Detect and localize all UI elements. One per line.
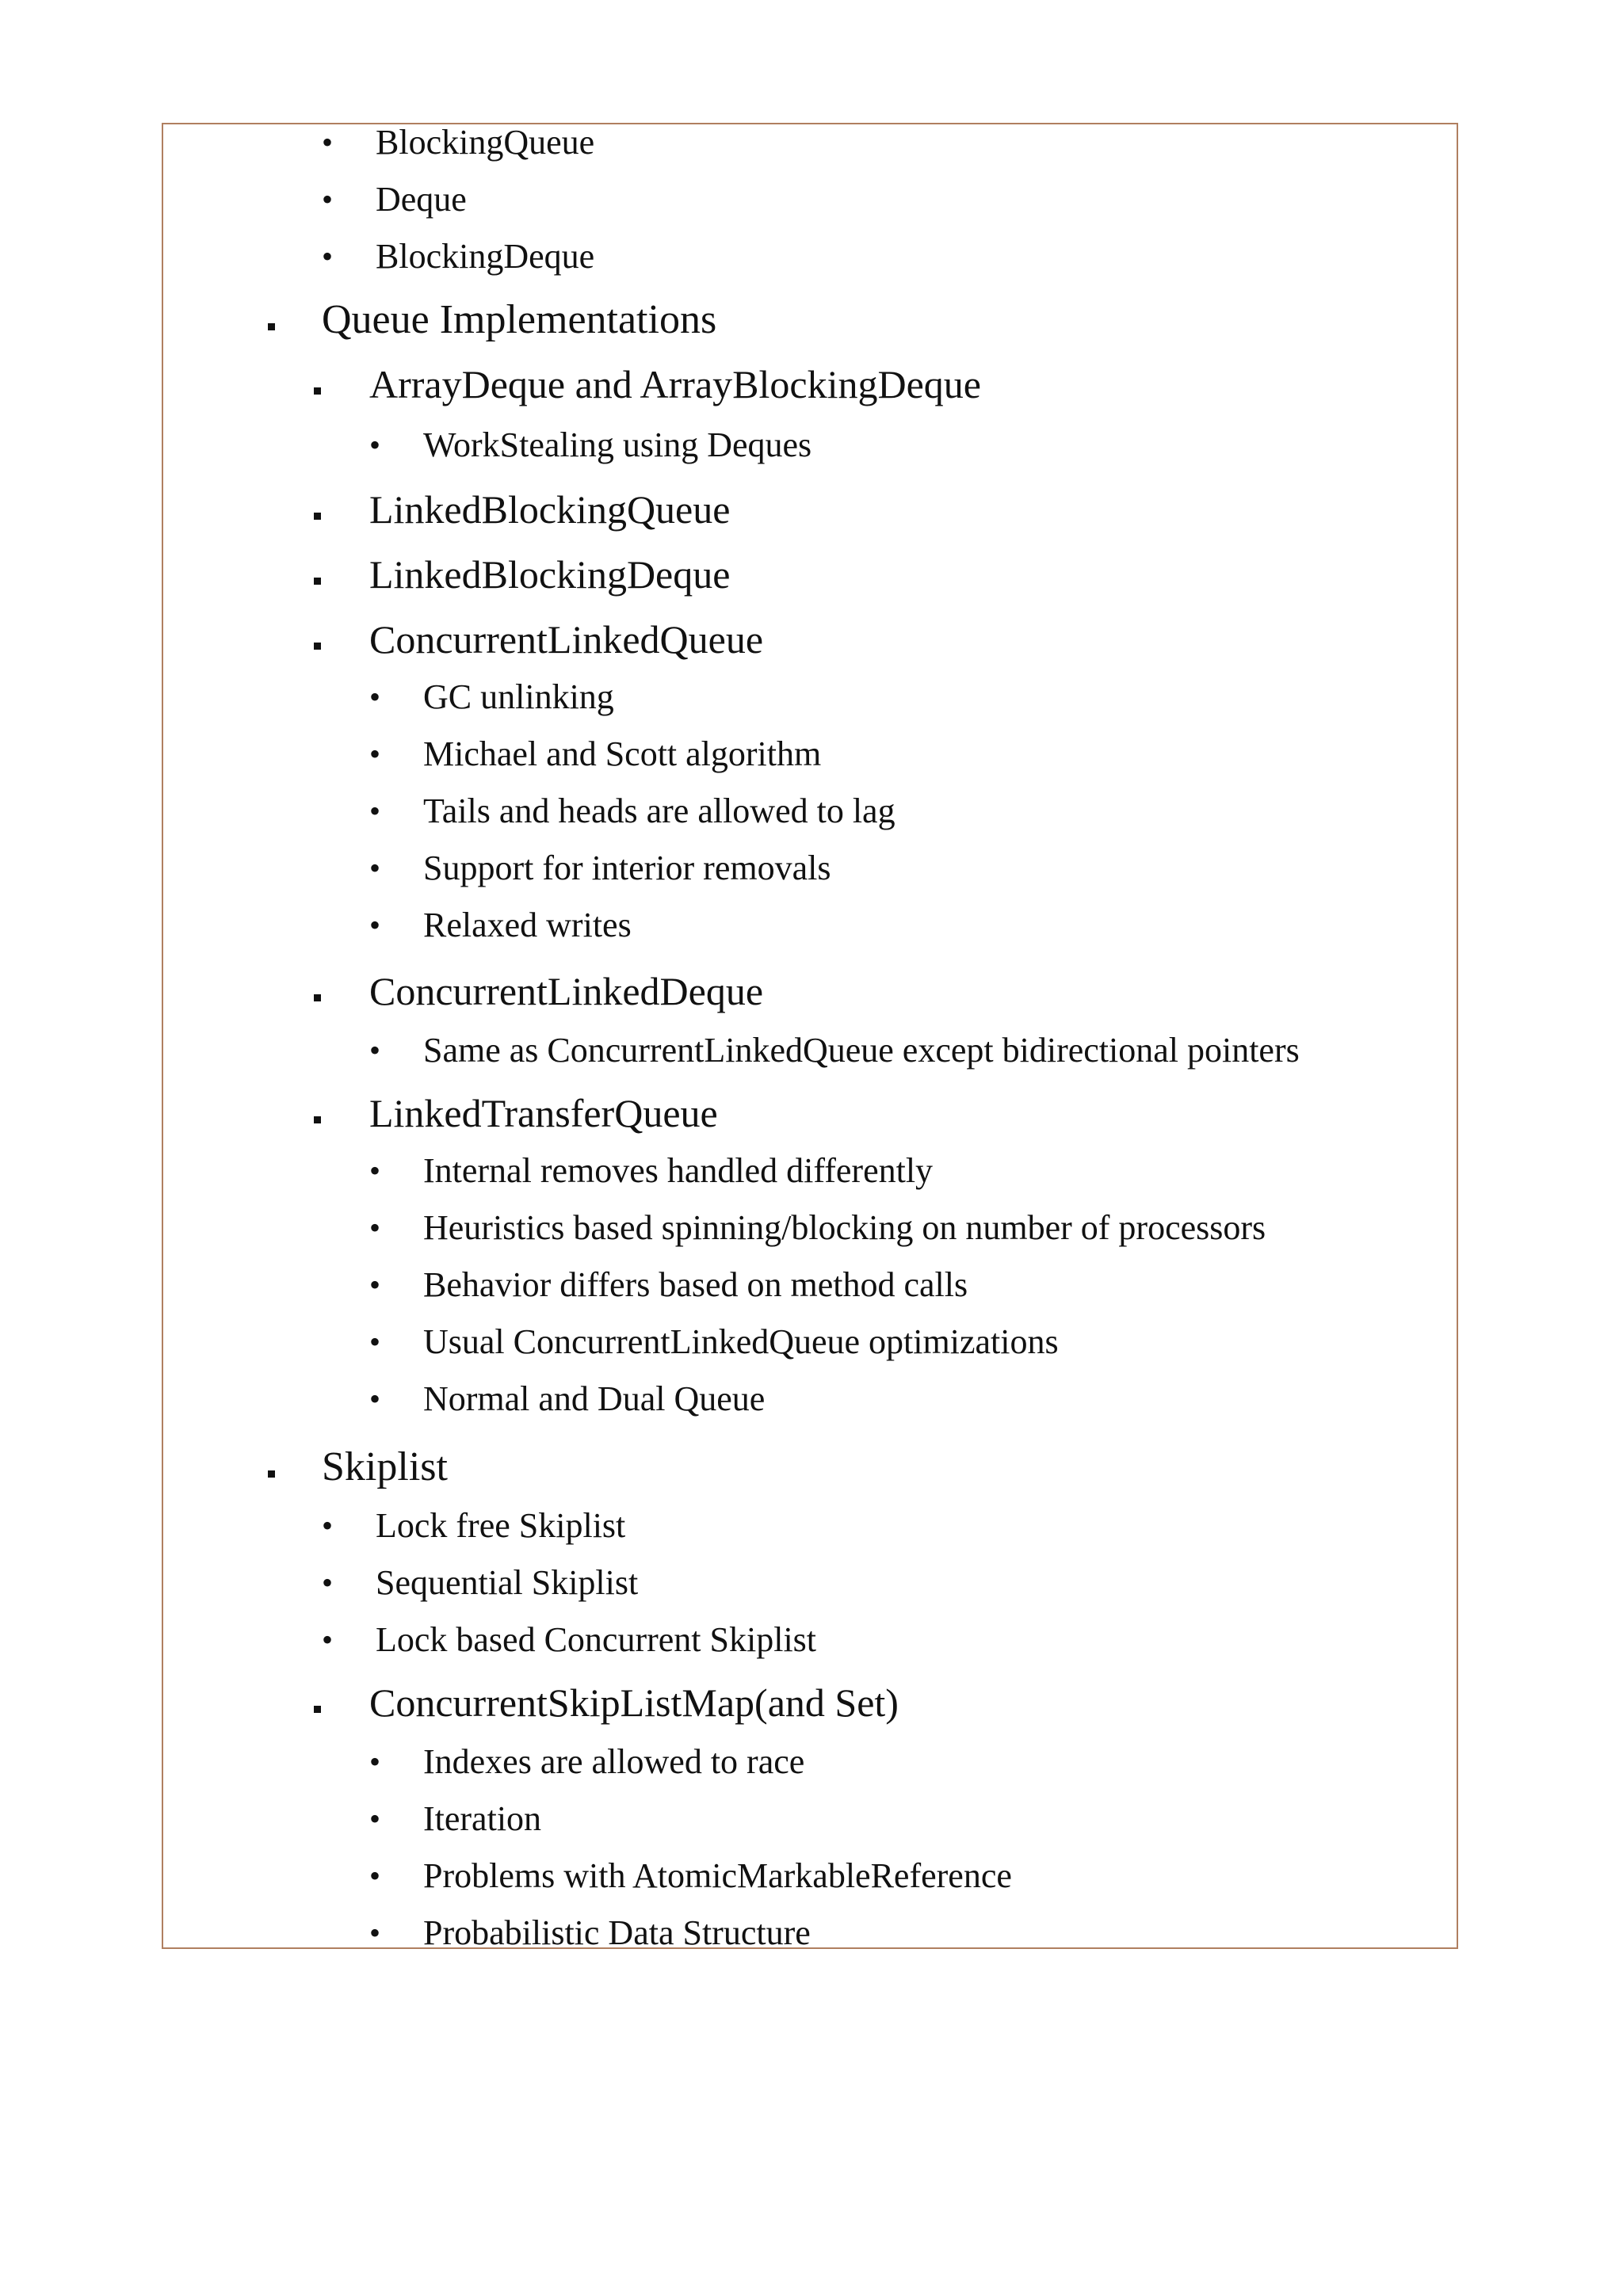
outline-item-level-2: ArrayDeque and ArrayBlockingDeque: [369, 362, 981, 406]
round-bullet-icon: •: [369, 1210, 381, 1245]
outline-item-level-4: Probabilistic Data Structure: [423, 1913, 811, 1952]
round-bullet-icon: •: [369, 427, 381, 463]
outline-item-level-3: BlockingDeque: [376, 237, 595, 276]
round-bullet-icon: •: [369, 1032, 381, 1068]
square-bullet-icon: [314, 1706, 321, 1713]
outline-item-level-3: Lock free Skiplist: [376, 1506, 626, 1545]
outline-item-level-4: Indexes are allowed to race: [423, 1742, 805, 1781]
outline-item-level-1: Skiplist: [322, 1444, 448, 1489]
round-bullet-icon: •: [369, 1801, 381, 1836]
round-bullet-icon: •: [369, 1744, 381, 1779]
round-bullet-icon: •: [369, 1915, 381, 1951]
outline-item-level-2: ConcurrentLinkedDeque: [369, 969, 764, 1013]
outline-item-level-4: Internal removes handled differently: [423, 1151, 934, 1190]
square-bullet-icon: [314, 1116, 321, 1123]
round-bullet-icon: •: [369, 1324, 381, 1360]
outline-item-level-4: WorkStealing using Deques: [423, 425, 812, 464]
outline-item-level-4: Problems with AtomicMarkableReference: [423, 1856, 1012, 1895]
outline-item-level-3: BlockingQueue: [376, 123, 595, 162]
round-bullet-icon: •: [369, 1381, 381, 1417]
round-bullet-icon: •: [369, 736, 381, 772]
outline-item-level-4: Behavior differs based on method calls: [423, 1265, 968, 1304]
square-bullet-icon: [314, 643, 321, 650]
square-bullet-icon: [314, 994, 321, 1001]
outline-item-level-4: GC unlinking: [423, 677, 614, 716]
outline-item-level-1: Queue Implementations: [322, 297, 717, 342]
round-bullet-icon: •: [369, 1858, 381, 1894]
round-bullet-icon: •: [322, 124, 334, 160]
square-bullet-icon: [314, 578, 321, 585]
outline-item-level-3: Sequential Skiplist: [376, 1563, 639, 1602]
outline-item-level-2: ConcurrentSkipListMap(and Set): [369, 1680, 899, 1725]
square-bullet-icon: [268, 323, 275, 330]
round-bullet-icon: •: [322, 1622, 334, 1657]
round-bullet-icon: •: [369, 850, 381, 886]
outline-item-level-4: Same as ConcurrentLinkedQueue except bidirectional pointers: [423, 1031, 1300, 1070]
round-bullet-icon: •: [369, 1267, 381, 1302]
square-bullet-icon: [314, 387, 321, 395]
outline-item-level-2: LinkedBlockingDeque: [369, 552, 731, 597]
round-bullet-icon: •: [369, 679, 381, 715]
outline-item-level-4: Iteration: [423, 1799, 542, 1838]
outline-item-level-4: Tails and heads are allowed to lag: [423, 791, 896, 830]
outline-item-level-3: Deque: [376, 180, 467, 219]
outline-item-level-2: LinkedTransferQueue: [369, 1091, 718, 1135]
outline-item-level-3: Lock based Concurrent Skiplist: [376, 1620, 817, 1659]
outline-item-level-4: Support for interior removals: [423, 849, 831, 887]
round-bullet-icon: •: [322, 1508, 334, 1543]
outline-item-level-2: LinkedBlockingQueue: [369, 487, 731, 532]
outline-item-level-4: Heuristics based spinning/blocking on number of processors: [423, 1208, 1266, 1247]
outline-item-level-4: Michael and Scott algorithm: [423, 734, 822, 773]
round-bullet-icon: •: [369, 907, 381, 943]
outline-item-level-2: ConcurrentLinkedQueue: [369, 617, 764, 662]
outline-item-level-4: Normal and Dual Queue: [423, 1379, 766, 1418]
round-bullet-icon: •: [322, 1565, 334, 1600]
square-bullet-icon: [314, 513, 321, 520]
outline-item-level-4: Relaxed writes: [423, 906, 632, 944]
outline-item-level-4: Usual ConcurrentLinkedQueue optimizations: [423, 1322, 1059, 1361]
round-bullet-icon: •: [369, 1153, 381, 1188]
round-bullet-icon: •: [369, 793, 381, 829]
round-bullet-icon: •: [322, 181, 334, 217]
square-bullet-icon: [268, 1470, 275, 1478]
round-bullet-icon: •: [322, 238, 334, 274]
